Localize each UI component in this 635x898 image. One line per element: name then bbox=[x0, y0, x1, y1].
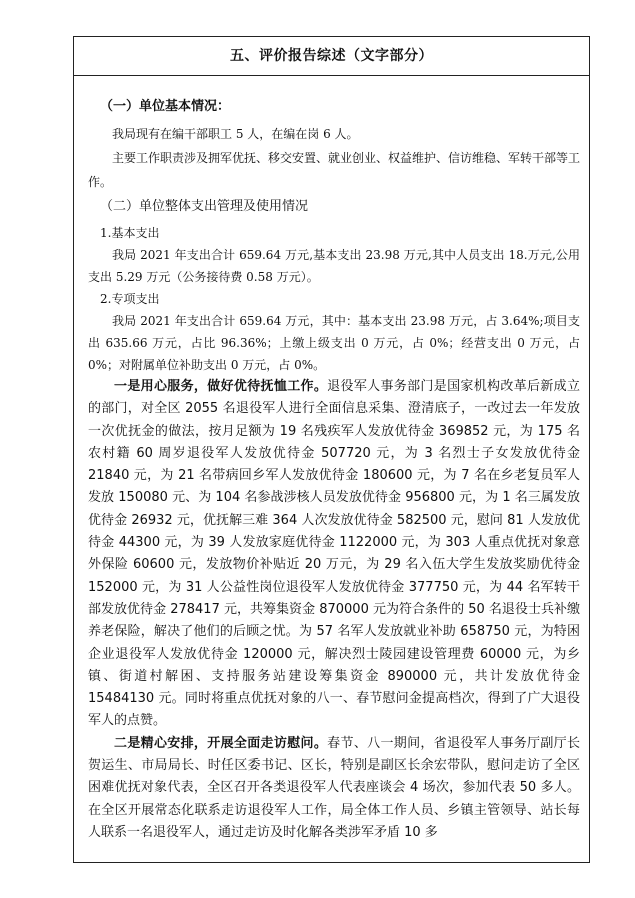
paragraph-visits-text: 春节、八一期间，省退役军人事务厅副厅长贺运生、市局局长、时任区委书记、区长，特别是副区长余宏带队，慰问走访了全区困难优抚对象代表，全区召开各类退役军人代表座谈会 4 场次，参加代表 50 多人。在全区开展常态化联系走访退役军人工作，局全体工作人员、乡镇主管领导、站长每人联系一名退役军人，通过走访及时化解各类涉军矛盾 10 多 bbox=[88, 735, 580, 840]
section1-staff-text: 我局现有在编干部职工 5 人，在编在岗 6 人。 bbox=[112, 127, 359, 141]
page-title: 五、评价报告综述（文字部分） bbox=[230, 48, 433, 64]
paragraph-service-lead: 一是用心服务，做好优待抚恤工作。 bbox=[114, 379, 328, 394]
paragraph-service-text: 退役军人事务部门是国家机构改革后新成立的部门，对全区 2055 名退役军人进行全面信息采集、澄清底子，一改过去一年发放一次优抚金的做法，按月足额为 19 名残疾军人发放优待金 369852 元，为 175 名农村籍 60 周岁退役军人发放优待金 507720 元，为 3 名烈士子女发放优待金 21840 元，为 21 名带病回乡军人发放优待金 180600 元，为 7 名在乡老复员军人发放 150080 元、为 104 名参战涉核人员发放优待金 956800 元，为 1 名三属发放优待金 26932 元，优抚解三难 364 人次发放优待金 582500 元，慰问 81 人发放优待金 44300 元，为 39 人发放家庭优待金 1122000 元，为 303 人重点优抚对象意外保险 60600 元，发放物价补贴近 20 万元，为 29 名入伍大学生发放奖励优待金 152000 元，为 31 人公益性岗位退役军人发放优待金 377750 元，为 44 名军转干部发放优待金 278417 元，共筹集资金 870000 元为符合条件的 50 名退役士兵补缴养老保险，解决了他们的后顾之忧。为 57 名军人发放就业补助 658750 元，为特困企业退役军人发放优待金 120000 元，解决烈士陵园建设管理费 60000 元，为乡镇、街道村解困、支持服务站建设筹集资金 890000 元，共计发放优待金 15484130 元。同时将重点优抚对象的八一、春节慰问金提高档次，得到了广大退役军人的点赞。 bbox=[88, 379, 580, 729]
section2-heading: （二）单位整体支出管理及使用情况 bbox=[100, 199, 309, 214]
basic-expense-title: 1.基本支出 bbox=[100, 226, 160, 240]
report-content bbox=[88, 98, 580, 844]
basic-expense-text: 我局 2021 年支出合计 659.64 万元,基本支出 23.98 万元,其中人员支出 18.万元,公用支出 5.29 万元（公务接待费 0.58 万元）。 bbox=[88, 248, 580, 284]
section1-heading: （一）单位基本情况： bbox=[100, 99, 231, 114]
special-expense-text: 我局 2021 年支出合计 659.64 万元，其中：基本支出 23.98 万元，占 3.64%;项目支出 635.66 万元，占比 96.36%；上缴上级支出 0 万元，占 0%；经营支出 0 万元，占 0%；对附属单位补助支出 0 万元，占 0%。 bbox=[88, 314, 580, 372]
special-expense-title: 2.专项支出 bbox=[100, 292, 160, 306]
paragraph-visits-lead: 二是精心安排，开展全面走访慰问。 bbox=[114, 735, 328, 751]
paragraph-service bbox=[88, 376, 580, 733]
paragraph-visits bbox=[88, 733, 580, 844]
title-divider bbox=[73, 75, 590, 76]
section1-duties-text: 主要工作职责涉及拥军优抚、移交安置、就业创业、权益维护、信访维稳、军转干部等工作。 bbox=[88, 151, 581, 189]
